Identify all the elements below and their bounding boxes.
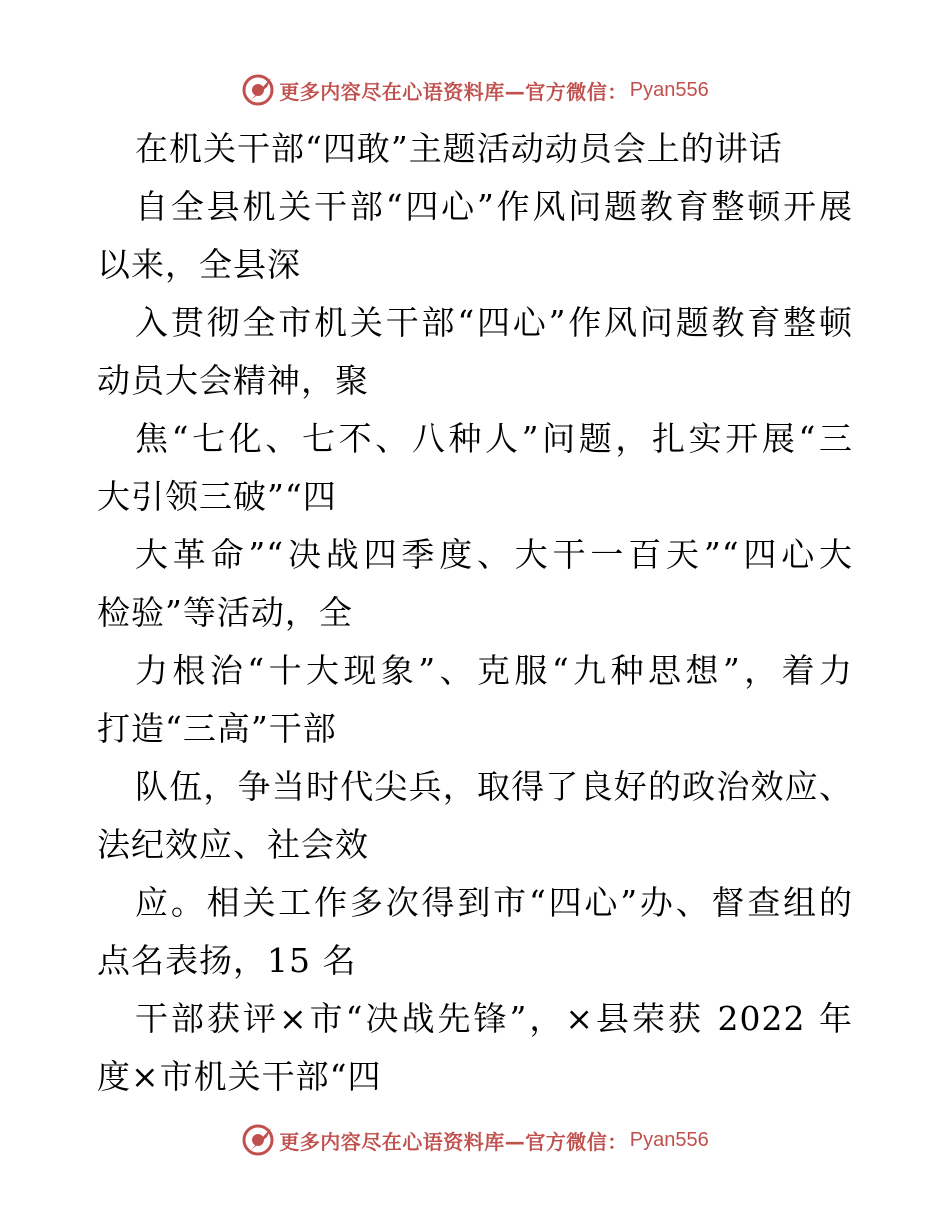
text-line: 力根治“十大现象”、克服“九种思想”，着力	[135, 651, 853, 690]
quill-logo-icon	[241, 1123, 275, 1157]
text-line: 入贯彻全市机关干部“四心”作风问题教育整顿	[135, 303, 853, 342]
text-line: 自全县机关干部“四心”作风问题教育整顿开展	[135, 187, 853, 226]
text-line: 检验”等活动，全	[97, 593, 353, 632]
watermark-wechat-id: Pyan556	[629, 78, 709, 101]
document-title: 在机关干部“四敢”主题活动动员会上的讲话	[135, 129, 783, 168]
footer-watermark	[0, 1120, 950, 1160]
text-line: 干部获评×市“决战先锋”，×县荣获 2022 年	[135, 999, 853, 1038]
text-line: 点名表扬，15 名	[97, 941, 357, 980]
text-line: 打造“三高”干部	[97, 709, 337, 748]
text-line: 法纪效应、社会效	[97, 825, 369, 864]
watermark-text: 更多内容尽在心语资料库—官方微信：	[279, 79, 628, 104]
text-line: 度×市机关干部“四	[97, 1057, 382, 1096]
watermark-text: 更多内容尽在心语资料库—官方微信：	[279, 1129, 628, 1154]
text-line: 大革命”“决战四季度、大干一百天”“四心大	[135, 535, 853, 574]
text-line: 以来，全县深	[97, 245, 301, 284]
document-body	[97, 120, 853, 1106]
text-line: 应。相关工作多次得到市“四心”办、督查组的	[135, 883, 853, 922]
text-line: 焦“七化、七不、八种人”问题，扎实开展“三	[135, 419, 853, 458]
text-line: 动员大会精神，聚	[97, 361, 369, 400]
header-watermark	[0, 70, 950, 110]
quill-logo-icon	[241, 73, 275, 107]
text-line: 大引领三破”“四	[97, 477, 337, 516]
watermark-wechat-id: Pyan556	[629, 1128, 709, 1151]
text-line: 队伍，争当时代尖兵，取得了良好的政治效应、	[135, 767, 853, 806]
